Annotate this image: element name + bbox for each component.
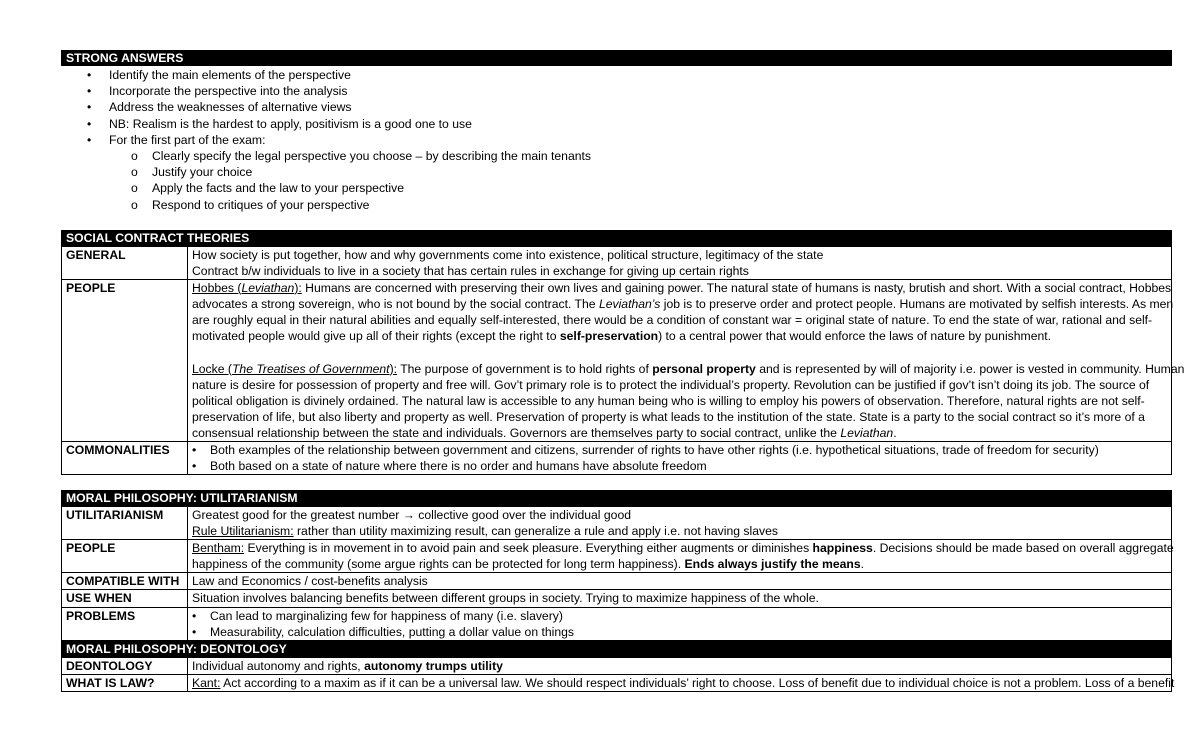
- list-item: o Clearly specify the legal perspective you choose – by describing the main tenants: [61, 148, 1172, 164]
- text-line: consensual relationship between the state and individuals. Governors are themselves party to social contract, unlike the Leviathan.: [192, 425, 897, 440]
- section-header: SOCIAL CONTRACT THEORIES: [61, 230, 1172, 246]
- locke-label: Locke (The Treatises of Government):: [192, 361, 398, 376]
- table-row: [62, 573, 1172, 590]
- table-row: [62, 607, 1172, 640]
- list-item: • For the first part of the exam:: [61, 132, 1172, 148]
- row-key: UTILITARIANISM: [62, 507, 188, 540]
- row-value: [188, 442, 1172, 475]
- table-row: [62, 280, 1172, 442]
- text-line: Hobbes (Leviathan): Humans are concerned with preserving their own lives and gaining power. The natural state of humans is nasty, brutish and short. With a social contract, Hobbes: [192, 281, 1172, 296]
- row-key: USE WHEN: [62, 590, 188, 607]
- row-value: Law and Economics / cost-benefits analysis: [188, 573, 1172, 590]
- row-key: DEONTOLOGY: [62, 657, 188, 674]
- text-line: Locke (The Treatises of Government): The purpose of government is to hold rights of personal property and is represented by will of majority i.e. power is vested in community. Human: [192, 361, 1185, 376]
- row-value: Situation involves balancing benefits between different groups in society. Trying to maximize happiness of the whole.: [188, 590, 1172, 607]
- text-line: nature is desire for possession of property and free will. Gov’t primary role is to protect the individual’s property. Revolution can be justified if gov’t isn’t doing its job. The source of: [192, 377, 1150, 392]
- list-item: • Can lead to marginalizing few for happiness of many (i.e. slavery): [192, 608, 1167, 624]
- sub-bullet-list: [61, 148, 1172, 213]
- row-value: [188, 247, 1172, 280]
- bullet-list: [61, 67, 1172, 148]
- table-row: [62, 590, 1172, 607]
- deontology-table: [61, 657, 1175, 692]
- list-item: • Both examples of the relationship between government and citizens, surrender of rights to have other rights (i.e. hypothetical situations, trade of freedom for security): [192, 442, 1167, 458]
- bullet-list: [192, 442, 1167, 474]
- moral-philosophy-section: [61, 490, 1175, 692]
- social-contract-table: [61, 246, 1185, 475]
- strong-answers-section: [61, 50, 1172, 213]
- text-line: motivated people would give up all of their rights (except the right to self-preservation) to a central power that would enforce the laws of nature by punishment.: [192, 329, 1052, 344]
- bullet-list: [192, 608, 1167, 640]
- row-key: WHAT IS LAW?: [62, 674, 188, 691]
- list-item: o Respond to critiques of your perspective: [61, 197, 1172, 213]
- text-line: are roughly equal in their natural abilities and equally self-interested, there would be a condition of constant war = original state of nature. To end the state of war, rational and self-: [192, 313, 1153, 328]
- row-key: PEOPLE: [62, 540, 188, 573]
- list-item: • Incorporate the perspective into the analysis: [61, 83, 1172, 99]
- row-value: [188, 507, 1172, 540]
- row-value: [188, 607, 1172, 640]
- social-contract-section: [61, 230, 1185, 475]
- text-line: advocates a strong sovereign, who is not bound by the social contract. The Leviathan’s job is to preserve order and protect people. Humans are motivated by selfish interests. As men: [192, 297, 1174, 312]
- list-item: • Both based on a state of nature where there is no order and humans have absolute freedom: [192, 458, 1167, 474]
- table-row: [62, 247, 1172, 280]
- row-key: PEOPLE: [62, 280, 188, 442]
- section-header: STRONG ANSWERS: [61, 50, 1172, 66]
- text-line: Bentham: Everything is in movement in to avoid pain and seek pleasure. Everything either augments or diminishes happiness. Decisions should be made based on overall aggregate: [192, 541, 1174, 556]
- table-row: [62, 507, 1172, 540]
- row-key: GENERAL: [62, 247, 188, 280]
- row-value: [188, 280, 1185, 442]
- hobbes-label: Hobbes (Leviathan):: [192, 281, 302, 296]
- table-row: [62, 674, 1172, 691]
- text-line: preservation of life, but also liberty and property as well. Preservation of property is what leads to the institution of the state. State is a party to the social contract so it’s more of a: [192, 409, 1145, 424]
- table-row: [62, 442, 1172, 475]
- list-item: o Justify your choice: [61, 164, 1172, 180]
- table-row: [62, 540, 1172, 573]
- text-line: Rule Utilitarianism: rather than utility maximizing result, can generalize a rule and apply i.e. not having slaves: [192, 524, 778, 539]
- text-line: Contract b/w individuals to live in a society that has certain rules in exchange for giving up certain rights: [192, 264, 749, 279]
- row-value: Kant: Act according to a maxim as if it can be a universal law. We should respect individuals’ right to choose. Loss of benefit due to individual choice is not a problem. Loss of a benefit: [188, 674, 1172, 691]
- text-line: Greatest good for the greatest number → collective good over the individual good: [192, 508, 632, 522]
- row-key: PROBLEMS: [62, 607, 188, 640]
- row-key: COMMONALITIES: [62, 442, 188, 475]
- row-value: [188, 540, 1172, 573]
- text-line: happiness of the community (some argue rights can be protected for long term happiness). Ends always justify the means.: [192, 557, 864, 572]
- text-line: How society is put together, how and why governments come into existence, political structure, legitimacy of the state: [192, 248, 824, 262]
- section-header: MORAL PHILOSOPHY: DEONTOLOGY: [61, 641, 1172, 657]
- list-item: • Address the weaknesses of alternative views: [61, 99, 1172, 115]
- list-item: • Identify the main elements of the perspective: [61, 67, 1172, 83]
- row-value: Individual autonomy and rights, autonomy trumps utility: [188, 657, 1172, 674]
- section-header: MORAL PHILOSOPHY: UTILITARIANISM: [61, 490, 1172, 506]
- text-line: political obligation is divinely ordained. The natural law is accessible to any human being who is willing to employ his powers of observation. Therefore, natural rights are not self-: [192, 393, 1145, 408]
- row-key: COMPATIBLE WITH: [62, 573, 188, 590]
- utilitarianism-table: [61, 506, 1172, 641]
- table-row: [62, 657, 1172, 674]
- list-item: • NB: Realism is the hardest to apply, positivism is a good one to use: [61, 116, 1172, 132]
- list-item: • Measurability, calculation difficulties, putting a dollar value on things: [192, 624, 1167, 640]
- list-item: o Apply the facts and the law to your perspective: [61, 180, 1172, 196]
